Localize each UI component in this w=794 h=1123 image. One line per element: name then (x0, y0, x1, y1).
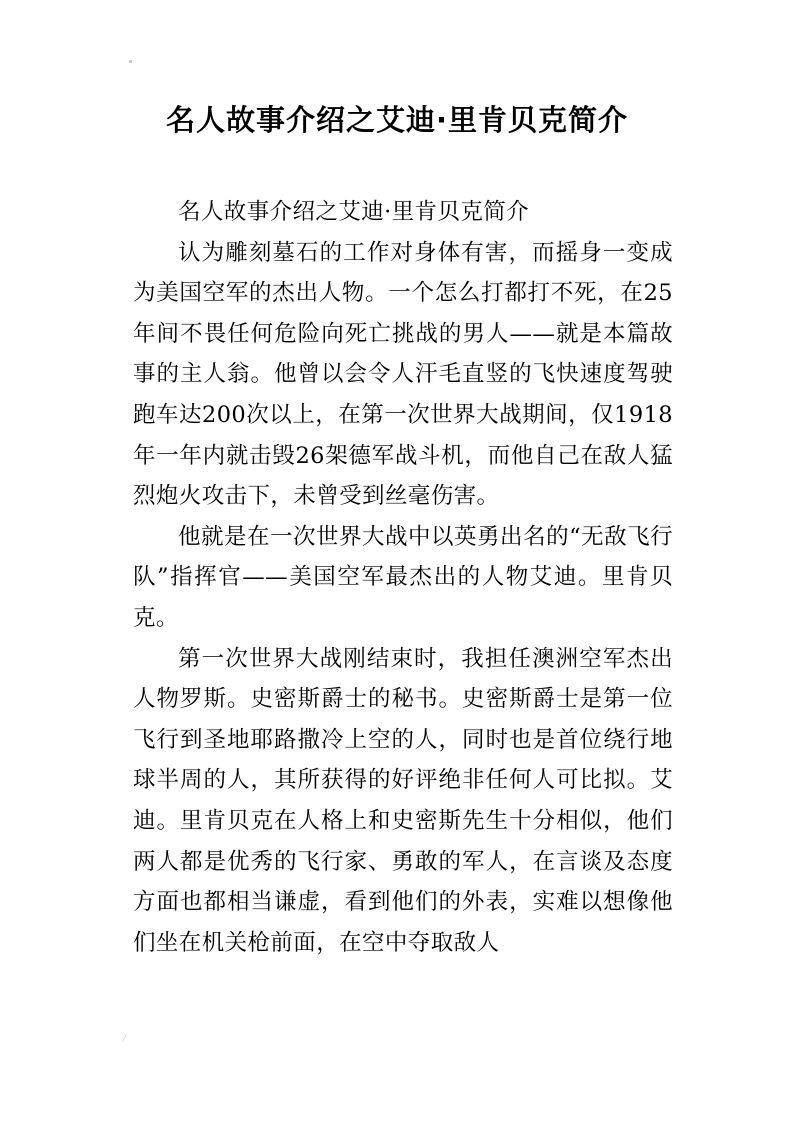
document-body (133, 192, 673, 963)
document-title: 名人故事介绍之艾迪·里肯贝克简介 (165, 103, 629, 137)
scan-speck (122, 1034, 131, 1042)
paragraph-heading-repeat: 名人故事介绍之艾迪·里肯贝克简介 (178, 199, 530, 225)
paragraph-3: 第一次世界大战刚结束时，我担任澳洲空军杰出人物罗斯。史密斯爵士的秘书。史密斯爵士是第一位飞行到圣地耶路撒冷上空的人，同时也是首位绕行地球半周的人，其所获得的好评绝非任何人可比拟。艾迪。里肯贝克在人格上和史密斯先生十分相似，他们两人都是优秀的飞行家、勇敢的军人，在言谈及态度方面也都相当谦虚，看到他们的外表，实难以想像他们坐在机关枪前面，在空中夺取敌人 (133, 645, 673, 956)
paragraph-2: 他就是在一次世界大战中以英勇出名的“无敌飞行队”指挥官——美国空军最杰出的人物艾迪。里肯贝克。 (133, 523, 673, 631)
scan-speck (129, 60, 132, 63)
paragraph-1: 认为雕刻墓石的工作对身体有害，而摇身一变成为美国空军的杰出人物。一个怎么打都打不死，在25年间不畏任何危险向死亡挑战的男人——就是本篇故事的主人翁。他曾以会令人汗毛直竖的飞快速度驾驶跑车达200次以上，在第一次世界大战期间，仅1918年一年内就击毁26架德军战斗机，而他自己在敌人猛烈炮火攻击下，未曾受到丝毫伤害。 (133, 239, 673, 510)
